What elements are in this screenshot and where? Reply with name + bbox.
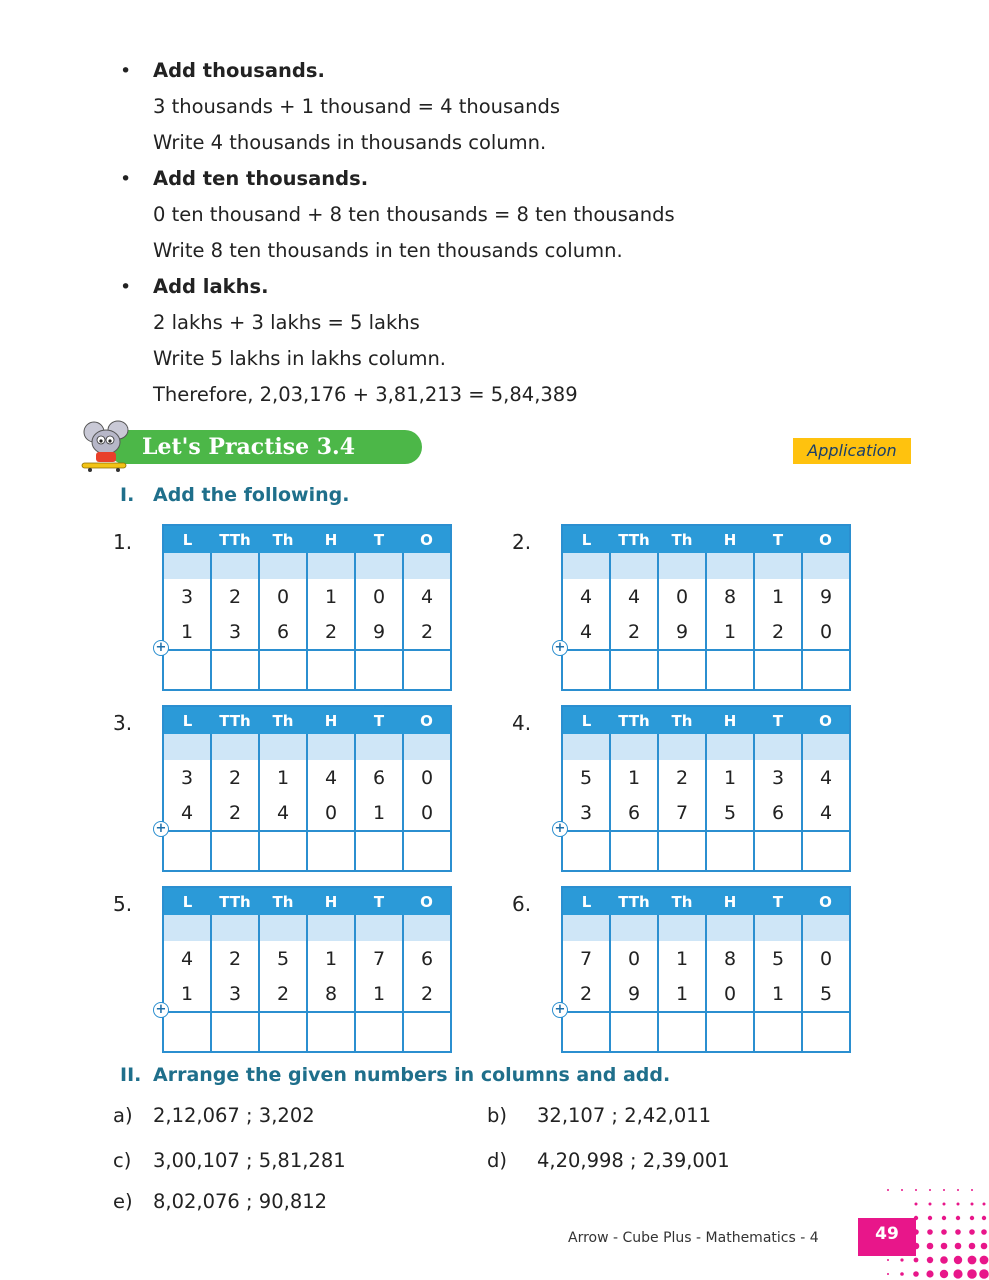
exercise-item-c: c) 3,00,107 ; 5,81,281 (113, 1149, 346, 1172)
carry-cell[interactable] (610, 553, 658, 579)
column-header-ones: O (403, 706, 451, 734)
digit-cell: 2 (610, 614, 658, 650)
practice-title: Let's Practise 3.4 (108, 430, 422, 464)
digit-cell: 1 (610, 760, 658, 795)
answer-cell[interactable] (355, 831, 403, 871)
column-header-lakhs: L (163, 525, 211, 553)
column-header-ten-thousands: TTh (610, 887, 658, 915)
column-header-tens: T (754, 887, 802, 915)
practice-header (76, 420, 916, 470)
carry-cell[interactable] (610, 915, 658, 941)
digit-cell: 1 (754, 579, 802, 614)
column-header-tens: T (754, 525, 802, 553)
carry-cell[interactable] (211, 915, 259, 941)
carry-cell[interactable] (403, 734, 451, 760)
answer-cell[interactable] (355, 1012, 403, 1052)
digit-cell: 5 (754, 941, 802, 976)
column-header-ten-thousands: TTh (610, 706, 658, 734)
step-heading: Add thousands. (153, 59, 325, 82)
answer-cell[interactable] (211, 831, 259, 871)
column-header-ones: O (403, 525, 451, 553)
column-header-lakhs: L (163, 706, 211, 734)
column-header-thousands: Th (259, 706, 307, 734)
column-header-hundreds: H (307, 887, 355, 915)
column-header-hundreds: H (307, 706, 355, 734)
digit-cell: 8 (706, 941, 754, 976)
answer-cell[interactable] (562, 1012, 610, 1052)
column-header-ten-thousands: TTh (211, 525, 259, 553)
digit-cell: 1 (706, 614, 754, 650)
answer-cell[interactable] (307, 831, 355, 871)
carry-cell[interactable] (259, 553, 307, 579)
answer-cell[interactable] (163, 831, 211, 871)
page-number: 49 (858, 1218, 916, 1256)
digit-cell: 5 (562, 760, 610, 795)
problem-number: 4. (512, 711, 532, 735)
bullet-icon: • (120, 168, 132, 190)
digit-cell: 1 (355, 795, 403, 831)
answer-cell[interactable] (706, 831, 754, 871)
digit-cell: 0 (355, 579, 403, 614)
digit-cell: 0 (307, 795, 355, 831)
digit-cell: 2 (211, 795, 259, 831)
mouse-on-skateboard-icon (76, 420, 138, 472)
carry-cell[interactable] (307, 915, 355, 941)
digit-cell: 0 (259, 579, 307, 614)
column-header-tens: T (355, 706, 403, 734)
step-line: 2 lakhs + 3 lakhs = 5 lakhs (153, 311, 420, 334)
book-title-footer: Arrow - Cube Plus - Mathematics - 4 (568, 1230, 819, 1246)
answer-cell[interactable] (562, 650, 610, 690)
carry-cell[interactable] (562, 553, 610, 579)
carry-cell[interactable] (754, 553, 802, 579)
digit-cell: 7 (355, 941, 403, 976)
digit-cell: 9 (802, 579, 850, 614)
digit-cell: 2 (403, 976, 451, 1012)
answer-cell[interactable] (355, 650, 403, 690)
digit-cell: 3 (211, 614, 259, 650)
digit-cell: 1 (259, 760, 307, 795)
step-ten-thousands (120, 164, 920, 272)
answer-cell[interactable] (610, 650, 658, 690)
carry-cell[interactable] (307, 553, 355, 579)
column-header-thousands: Th (259, 887, 307, 915)
bullet-icon: • (120, 60, 132, 82)
place-value-table-6 (561, 886, 851, 1053)
carry-cell[interactable] (754, 734, 802, 760)
answer-cell[interactable] (403, 1012, 451, 1052)
column-header-lakhs: L (163, 887, 211, 915)
column-header-thousands: Th (658, 525, 706, 553)
digit-cell: 4 (259, 795, 307, 831)
digit-cell: 1 (355, 976, 403, 1012)
carry-cell[interactable] (658, 734, 706, 760)
answer-cell[interactable] (754, 1012, 802, 1052)
step-line: Write 8 ten thousands in ten thousands column. (153, 239, 623, 262)
digit-cell: 4 (802, 795, 850, 831)
answer-cell[interactable] (259, 1012, 307, 1052)
problem-number: 5. (113, 892, 133, 916)
column-header-thousands: Th (658, 887, 706, 915)
step-result: Therefore, 2,03,176 + 3,81,213 = 5,84,389 (153, 383, 578, 406)
carry-cell[interactable] (163, 734, 211, 760)
carry-cell[interactable] (562, 734, 610, 760)
digit-cell: 6 (754, 795, 802, 831)
digit-cell: 1 (307, 941, 355, 976)
column-header-hundreds: H (307, 525, 355, 553)
step-lakhs (120, 272, 920, 416)
column-header-ones: O (802, 525, 850, 553)
digit-cell: 9 (658, 614, 706, 650)
application-tag: Application (793, 438, 911, 464)
carry-cell[interactable] (706, 553, 754, 579)
answer-cell[interactable] (259, 650, 307, 690)
answer-cell[interactable] (307, 650, 355, 690)
column-header-tens: T (355, 525, 403, 553)
bullet-icon: • (120, 276, 132, 298)
carry-cell[interactable] (355, 734, 403, 760)
digit-cell: 5 (802, 976, 850, 1012)
carry-cell[interactable] (403, 915, 451, 941)
carry-cell[interactable] (706, 915, 754, 941)
problem-number: 3. (113, 711, 133, 735)
problem-number: 2. (512, 530, 532, 554)
answer-cell[interactable] (802, 831, 850, 871)
worked-steps (120, 56, 920, 416)
plus-circle-icon: + (153, 1002, 169, 1018)
answer-cell[interactable] (211, 1012, 259, 1052)
plus-circle-icon: + (552, 640, 568, 656)
digit-cell: 0 (658, 579, 706, 614)
answer-cell[interactable] (802, 1012, 850, 1052)
answer-cell[interactable] (754, 650, 802, 690)
section-1-title: I. Add the following. (120, 484, 350, 506)
digit-cell: 4 (307, 760, 355, 795)
step-line: 3 thousands + 1 thousand = 4 thousands (153, 95, 561, 118)
digit-cell: 1 (754, 976, 802, 1012)
answer-cell[interactable] (562, 831, 610, 871)
column-header-hundreds: H (706, 887, 754, 915)
step-line: Write 4 thousands in thousands column. (153, 131, 547, 154)
place-value-table-2 (561, 524, 851, 691)
digit-cell: 1 (163, 976, 211, 1012)
digit-cell: 2 (211, 941, 259, 976)
carry-cell[interactable] (754, 915, 802, 941)
digit-cell: 3 (163, 579, 211, 614)
step-thousands (120, 56, 920, 164)
digit-cell: 7 (658, 795, 706, 831)
carry-cell[interactable] (706, 734, 754, 760)
step-heading: Add ten thousands. (153, 167, 369, 190)
digit-cell: 3 (754, 760, 802, 795)
answer-cell[interactable] (706, 650, 754, 690)
problem-number: 1. (113, 530, 133, 554)
digit-cell: 1 (706, 760, 754, 795)
carry-cell[interactable] (211, 734, 259, 760)
digit-cell: 0 (403, 760, 451, 795)
carry-cell[interactable] (562, 915, 610, 941)
answer-cell[interactable] (610, 831, 658, 871)
plus-circle-icon: + (153, 640, 169, 656)
plus-circle-icon: + (552, 1002, 568, 1018)
column-header-ten-thousands: TTh (211, 887, 259, 915)
answer-cell[interactable] (802, 650, 850, 690)
digit-cell: 9 (610, 976, 658, 1012)
answer-cell[interactable] (211, 650, 259, 690)
carry-cell[interactable] (802, 553, 850, 579)
answer-cell[interactable] (163, 1012, 211, 1052)
carry-cell[interactable] (802, 915, 850, 941)
column-header-ones: O (802, 706, 850, 734)
column-header-ones: O (403, 887, 451, 915)
column-header-lakhs: L (562, 887, 610, 915)
exercise-item-b: b) 32,107 ; 2,42,011 (487, 1104, 712, 1127)
exercise-item-e: e) 8,02,076 ; 90,812 (113, 1190, 328, 1213)
column-header-hundreds: H (706, 525, 754, 553)
digit-cell: 8 (307, 976, 355, 1012)
digit-cell: 1 (307, 579, 355, 614)
digit-cell: 1 (658, 941, 706, 976)
digit-cell: 0 (802, 941, 850, 976)
column-header-ones: O (802, 887, 850, 915)
answer-cell[interactable] (658, 831, 706, 871)
digit-cell: 2 (658, 760, 706, 795)
digit-cell: 7 (562, 941, 610, 976)
column-header-tens: T (355, 887, 403, 915)
carry-cell[interactable] (355, 915, 403, 941)
answer-cell[interactable] (610, 1012, 658, 1052)
carry-cell[interactable] (211, 553, 259, 579)
column-header-thousands: Th (259, 525, 307, 553)
place-value-table-1 (162, 524, 452, 691)
digit-cell: 6 (259, 614, 307, 650)
answer-cell[interactable] (706, 1012, 754, 1052)
place-value-table-5 (162, 886, 452, 1053)
carry-cell[interactable] (259, 915, 307, 941)
digit-cell: 3 (163, 760, 211, 795)
place-value-table-3 (162, 705, 452, 872)
place-value-table-4 (561, 705, 851, 872)
digit-cell: 2 (211, 579, 259, 614)
digit-cell: 2 (211, 760, 259, 795)
digit-cell: 3 (562, 795, 610, 831)
digit-cell: 6 (355, 760, 403, 795)
answer-cell[interactable] (403, 650, 451, 690)
carry-cell[interactable] (658, 915, 706, 941)
column-header-hundreds: H (706, 706, 754, 734)
column-header-ten-thousands: TTh (211, 706, 259, 734)
step-line: Write 5 lakhs in lakhs column. (153, 347, 446, 370)
digit-cell: 9 (355, 614, 403, 650)
digit-cell: 2 (403, 614, 451, 650)
exercise-item-d: d) 4,20,998 ; 2,39,001 (487, 1149, 730, 1172)
digit-cell: 0 (610, 941, 658, 976)
digit-cell: 2 (259, 976, 307, 1012)
digit-cell: 1 (658, 976, 706, 1012)
digit-cell: 4 (802, 760, 850, 795)
digit-cell: 2 (754, 614, 802, 650)
digit-cell: 0 (802, 614, 850, 650)
carry-cell[interactable] (163, 915, 211, 941)
section-2-title: II. Arrange the given numbers in columns and add. (120, 1064, 671, 1086)
digit-cell: 0 (403, 795, 451, 831)
digit-cell: 5 (706, 795, 754, 831)
digit-cell: 1 (163, 614, 211, 650)
digit-cell: 6 (610, 795, 658, 831)
plus-circle-icon: + (153, 821, 169, 837)
answer-cell[interactable] (658, 650, 706, 690)
answer-cell[interactable] (403, 831, 451, 871)
problem-number: 6. (512, 892, 532, 916)
answer-cell[interactable] (163, 650, 211, 690)
carry-cell[interactable] (403, 553, 451, 579)
digit-cell: 2 (307, 614, 355, 650)
column-header-ten-thousands: TTh (610, 525, 658, 553)
digit-cell: 4 (403, 579, 451, 614)
carry-cell[interactable] (802, 734, 850, 760)
carry-cell[interactable] (658, 553, 706, 579)
carry-cell[interactable] (259, 734, 307, 760)
digit-cell: 4 (610, 579, 658, 614)
step-line: 0 ten thousand + 8 ten thousands = 8 ten thousands (153, 203, 675, 226)
answer-cell[interactable] (754, 831, 802, 871)
column-header-tens: T (754, 706, 802, 734)
step-heading: Add lakhs. (153, 275, 269, 298)
digit-cell: 3 (211, 976, 259, 1012)
answer-cell[interactable] (259, 831, 307, 871)
digit-cell: 6 (403, 941, 451, 976)
digit-cell: 2 (562, 976, 610, 1012)
carry-cell[interactable] (163, 553, 211, 579)
exercise-item-a: a) 2,12,067 ; 3,202 (113, 1104, 315, 1127)
digit-cell: 5 (259, 941, 307, 976)
carry-cell[interactable] (355, 553, 403, 579)
plus-circle-icon: + (552, 821, 568, 837)
digit-cell: 4 (562, 614, 610, 650)
digit-cell: 4 (163, 795, 211, 831)
digit-cell: 4 (562, 579, 610, 614)
carry-cell[interactable] (610, 734, 658, 760)
column-header-lakhs: L (562, 525, 610, 553)
digit-cell: 4 (163, 941, 211, 976)
carry-cell[interactable] (307, 734, 355, 760)
column-header-thousands: Th (658, 706, 706, 734)
answer-cell[interactable] (307, 1012, 355, 1052)
answer-cell[interactable] (658, 1012, 706, 1052)
column-header-lakhs: L (562, 706, 610, 734)
digit-cell: 0 (706, 976, 754, 1012)
digit-cell: 8 (706, 579, 754, 614)
